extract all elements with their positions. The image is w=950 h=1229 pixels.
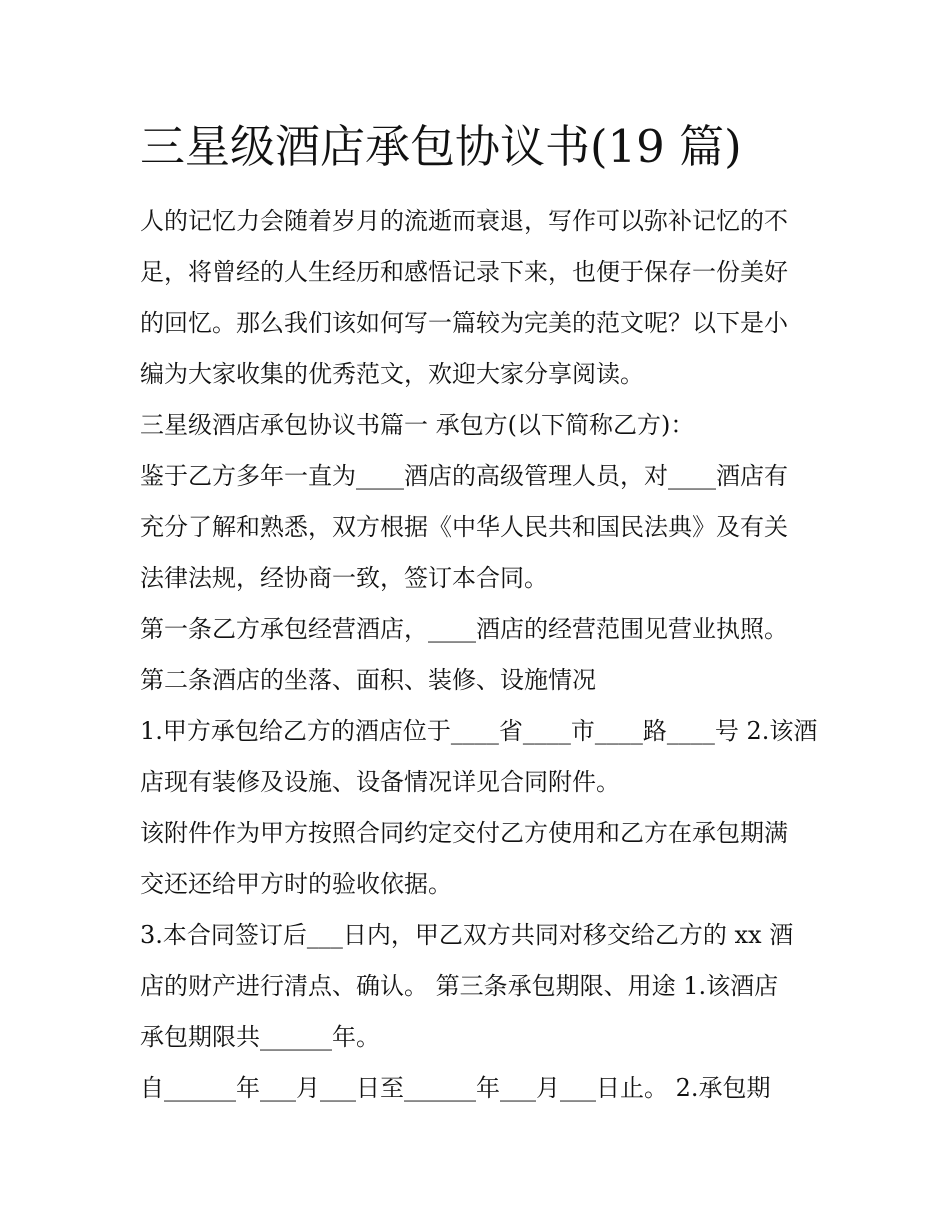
text-line: 三星级酒店承包协议书篇一 承包方(以下简称乙方)： (140, 411, 695, 439)
text-line: 法律法规，经协商一致，签订本合同。 (140, 564, 548, 592)
text-line: 店现有装修及设施、设备情况详见合同附件。 (140, 768, 620, 796)
text-line: 第二条酒店的坐落、面积、装修、设施情况 (140, 666, 596, 694)
text-line: 充分了解和熟悉，双方根据《中华人民共和国民法典》及有关 (140, 513, 788, 541)
text-line: 承包期限共______年。 (140, 1023, 380, 1051)
text-line: 足，将曾经的人生经历和感悟记录下来，也便于保存一份美好 (140, 258, 788, 286)
text-line: 3.本合同签订后___日内，甲乙双方共同对移交给乙方的 xx 酒 (140, 921, 794, 949)
document-body (140, 196, 820, 1114)
text-line: 店的财产进行清点、确认。 第三条承包期限、用途 1.该酒店 (140, 972, 779, 1000)
text-line: 该附件作为甲方按照合同约定交付乙方使用和乙方在承包期满 (140, 819, 788, 847)
text-line: 鉴于乙方多年一直为____酒店的高级管理人员，对____酒店有 (140, 462, 788, 490)
text-line: 自______年___月___日至______年___月___日止。 2.承包期 (140, 1074, 771, 1102)
text-line: 人的记忆力会随着岁月的流逝而衰退，写作可以弥补记忆的不 (140, 207, 788, 235)
text-line: 交还还给甲方时的验收依据。 (140, 870, 452, 898)
text-line: 第一条乙方承包经营酒店，____酒店的经营范围见营业执照。 (140, 615, 788, 643)
text-line: 1.甲方承包给乙方的酒店位于____省____市____路____号 2.该酒 (140, 717, 818, 745)
text-line: 编为大家收集的优秀范文，欢迎大家分享阅读。 (140, 360, 644, 388)
document-title: 三星级酒店承包协议书(19 篇) (140, 120, 742, 173)
text-line: 的回忆。那么我们该如何写一篇较为完美的范文呢？以下是小 (140, 309, 788, 337)
